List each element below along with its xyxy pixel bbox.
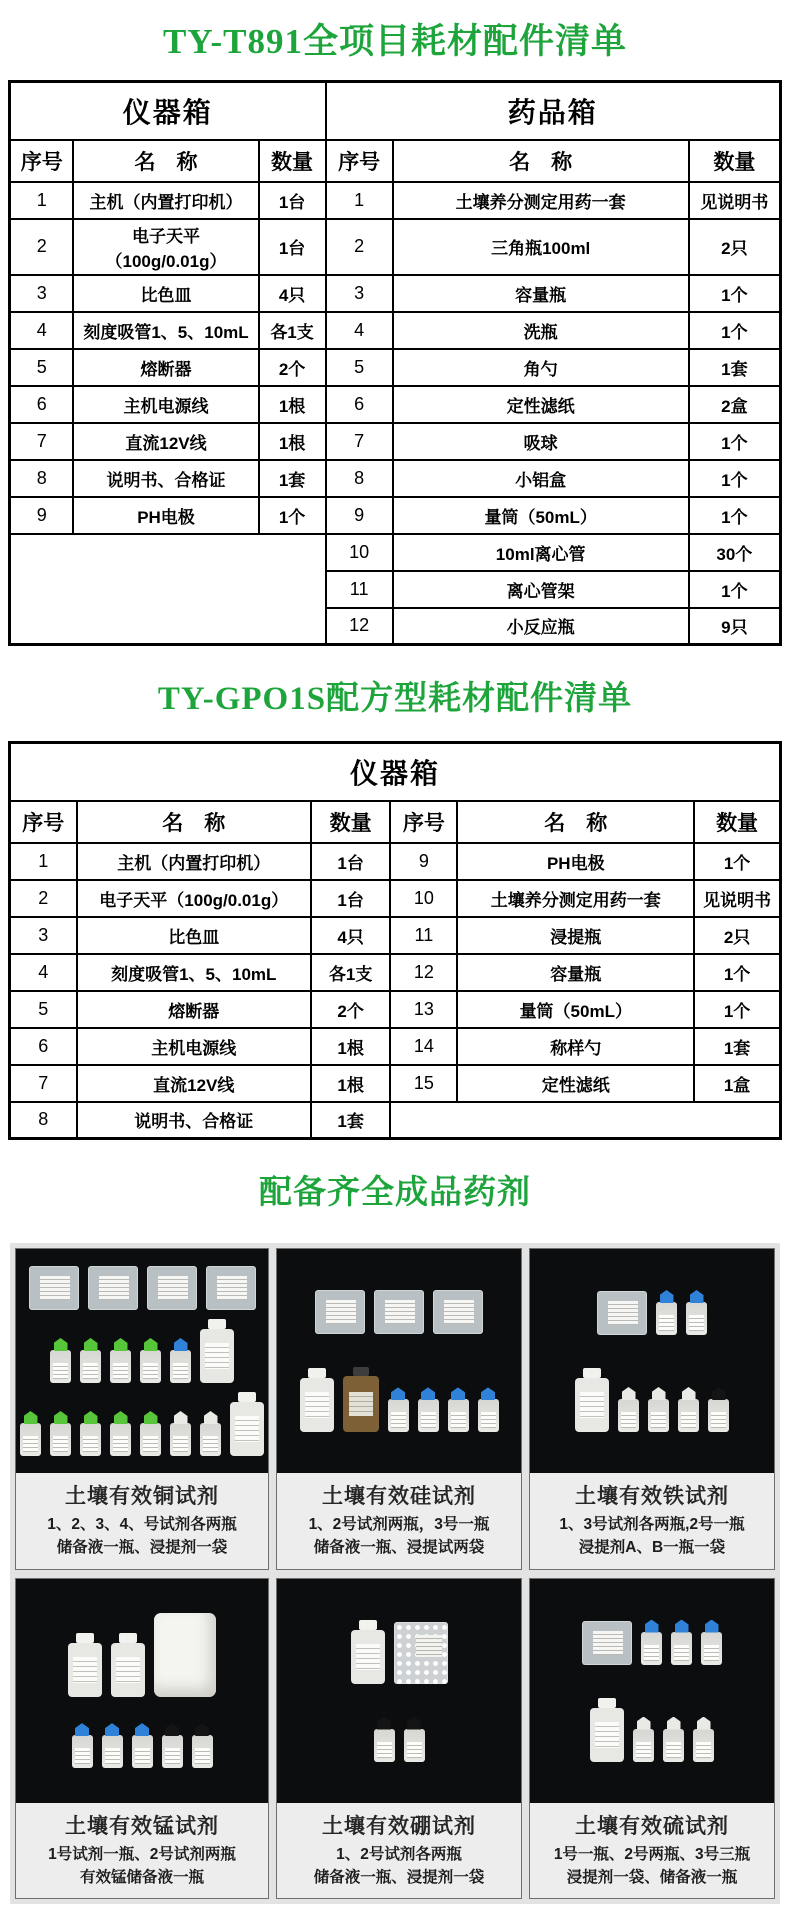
cell-name: 角勺 xyxy=(393,349,689,386)
table-row xyxy=(10,275,781,312)
drop-icon xyxy=(693,1729,714,1762)
cell-qty: 1套 xyxy=(689,349,781,386)
reagent-caption xyxy=(277,1803,521,1899)
cell-name: 洗瓶 xyxy=(393,312,689,349)
cell-qty: 1个 xyxy=(694,991,780,1028)
cell-qty: 1个 xyxy=(689,275,781,312)
cell-index: 6 xyxy=(10,386,74,423)
drop-icon xyxy=(192,1735,213,1768)
col-header-index: 序号 xyxy=(10,801,77,843)
drop-icon xyxy=(678,1399,699,1432)
pouch-icon xyxy=(154,1613,216,1697)
cell-name: 说明书、合格证 xyxy=(73,460,258,497)
cell-qty: 1个 xyxy=(259,497,326,534)
reagent-desc-line2: 储备液一瓶、浸提剂一袋 xyxy=(56,1539,228,1557)
jar-icon xyxy=(575,1378,609,1432)
drop-icon xyxy=(663,1729,684,1762)
cell-index: 5 xyxy=(326,349,393,386)
reagent-desc-line2: 储备液一瓶、浸提试两袋 xyxy=(313,1539,485,1557)
photo-row xyxy=(29,1266,256,1310)
cell-index: 8 xyxy=(10,460,74,497)
drop-icon xyxy=(102,1735,123,1768)
cell-index: 4 xyxy=(10,954,77,991)
cell-name: 主机电源线 xyxy=(73,386,258,423)
cell-name: 比色皿 xyxy=(73,275,258,312)
reagent-desc-line2: 有效锰储备液一瓶 xyxy=(79,1868,204,1886)
cell-index: 8 xyxy=(326,460,393,497)
empty-cell xyxy=(390,1102,780,1139)
jar-icon xyxy=(68,1643,102,1697)
reagent-desc-line2: 浸提剂A、B一瓶一袋 xyxy=(578,1539,726,1557)
table-row xyxy=(10,880,781,917)
col-header-qty: 数量 xyxy=(694,801,780,843)
cell-qty: 1根 xyxy=(311,1028,390,1065)
cell-index: 12 xyxy=(390,954,457,991)
cell-index: 7 xyxy=(10,1065,77,1102)
cell-index: 7 xyxy=(10,423,74,460)
table-row xyxy=(10,460,781,497)
cell-index: 1 xyxy=(326,182,393,219)
drop-icon xyxy=(170,1350,191,1383)
photo-row xyxy=(300,1366,499,1432)
empty-cell xyxy=(10,534,326,645)
amber-icon xyxy=(343,1376,379,1432)
cell-name: 容量瓶 xyxy=(393,275,689,312)
jar-icon xyxy=(300,1378,334,1432)
cell-name: 定性滤纸 xyxy=(457,1065,694,1102)
cell-index: 10 xyxy=(326,534,393,571)
table-row xyxy=(10,182,781,219)
reagent-title: 土壤有效铜试剂 xyxy=(65,1485,219,1508)
drop-icon xyxy=(72,1735,93,1768)
reagent-desc-line2: 储备液一瓶、浸提剂一袋 xyxy=(313,1868,485,1886)
cell-qty: 1个 xyxy=(694,954,780,991)
table-row xyxy=(10,1028,781,1065)
cell-name: 定性滤纸 xyxy=(393,386,689,423)
drop-icon xyxy=(162,1735,183,1768)
reagent-desc-line1: 1、2号试剂各两瓶 xyxy=(336,1845,462,1863)
cell-name: 电子天平（100g/0.01g） xyxy=(73,219,258,275)
cell-index: 14 xyxy=(390,1028,457,1065)
bag-icon xyxy=(597,1291,647,1335)
photo-row xyxy=(68,1613,216,1697)
cell-qty: 4只 xyxy=(311,917,390,954)
cell-qty: 1个 xyxy=(689,460,781,497)
drop-icon xyxy=(50,1350,71,1383)
cell-index: 1 xyxy=(10,182,74,219)
cell-qty: 1盒 xyxy=(694,1065,780,1102)
photo-row xyxy=(50,1319,234,1383)
col-header-index: 序号 xyxy=(326,140,393,182)
bag-icon xyxy=(147,1266,197,1310)
cell-name: 土壤养分测定用药一套 xyxy=(457,880,694,917)
drop-icon xyxy=(701,1632,722,1665)
table-row xyxy=(10,917,781,954)
drop-icon xyxy=(110,1350,131,1383)
cell-qty: 2个 xyxy=(259,349,326,386)
jar-icon xyxy=(230,1402,264,1456)
photo-row xyxy=(72,1723,213,1768)
bag-icon xyxy=(206,1266,256,1310)
cell-qty: 1个 xyxy=(694,843,780,880)
photo-row xyxy=(582,1620,722,1665)
cell-name: 三角瓶100ml xyxy=(393,219,689,275)
bag-icon xyxy=(433,1290,483,1334)
cell-qty: 各1支 xyxy=(311,954,390,991)
drop-icon xyxy=(200,1423,221,1456)
bag-icon xyxy=(374,1290,424,1334)
cell-qty: 1台 xyxy=(311,880,390,917)
reagent-photo xyxy=(277,1579,521,1803)
col-header-name: 名 称 xyxy=(77,801,311,843)
reagent-photo xyxy=(530,1579,774,1803)
col-header-qty: 数量 xyxy=(259,140,326,182)
cell-name: 10ml离心管 xyxy=(393,534,689,571)
drop-icon xyxy=(418,1399,439,1432)
reagent-card xyxy=(15,1248,269,1570)
reagent-title: 土壤有效硅试剂 xyxy=(322,1485,476,1508)
section2-title: TY-GPO1S配方型耗材配件清单 xyxy=(157,681,633,717)
col-header-qty: 数量 xyxy=(311,801,390,843)
table-ty-gpo1s xyxy=(8,741,782,1140)
drop-icon xyxy=(404,1729,425,1762)
cell-qty: 1台 xyxy=(311,843,390,880)
reagent-caption xyxy=(16,1473,268,1569)
photo-row xyxy=(590,1698,714,1762)
cell-index: 7 xyxy=(326,423,393,460)
drop-icon xyxy=(140,1423,161,1456)
jar-icon xyxy=(351,1630,385,1684)
cell-index: 6 xyxy=(326,386,393,423)
col-header-name: 名 称 xyxy=(73,140,258,182)
reagent-title: 土壤有效锰试剂 xyxy=(65,1814,219,1838)
reagent-title: 土壤有效硼试剂 xyxy=(322,1814,476,1838)
table-row xyxy=(10,497,781,534)
reagent-photo xyxy=(277,1249,521,1473)
cell-name: 直流12V线 xyxy=(73,423,258,460)
cell-qty: 1根 xyxy=(259,386,326,423)
cell-index: 9 xyxy=(10,497,74,534)
cell-name: 熔断器 xyxy=(77,991,311,1028)
col-header-qty: 数量 xyxy=(689,140,781,182)
cell-name: 离心管架 xyxy=(393,571,689,608)
cell-index: 4 xyxy=(326,312,393,349)
drop-icon xyxy=(50,1423,71,1456)
cell-name: 主机（内置打印机） xyxy=(77,843,311,880)
drop-icon xyxy=(80,1350,101,1383)
cell-index: 9 xyxy=(326,497,393,534)
jar-icon xyxy=(111,1643,145,1697)
beads-icon xyxy=(394,1622,448,1684)
cell-index: 15 xyxy=(390,1065,457,1102)
cell-index: 11 xyxy=(326,571,393,608)
cell-name: 刻度吸管1、5、10mL xyxy=(73,312,258,349)
table-row xyxy=(10,1102,781,1139)
reagent-card-grid xyxy=(10,1243,780,1904)
cell-qty: 各1支 xyxy=(259,312,326,349)
reagent-desc-line1: 1号一瓶、2号两瓶、3号三瓶 xyxy=(553,1845,751,1863)
reagent-caption xyxy=(16,1803,268,1899)
cell-qty: 1根 xyxy=(311,1065,390,1102)
cell-qty: 1套 xyxy=(694,1028,780,1065)
reagent-caption xyxy=(530,1803,774,1899)
drop-icon xyxy=(388,1399,409,1432)
cell-qty: 1台 xyxy=(259,182,326,219)
cell-index: 12 xyxy=(326,608,393,645)
cell-index: 6 xyxy=(10,1028,77,1065)
jar-icon xyxy=(590,1708,624,1762)
cell-index: 10 xyxy=(390,880,457,917)
cell-index: 2 xyxy=(326,219,393,275)
cell-name: 电子天平（100g/0.01g） xyxy=(77,880,311,917)
cell-qty: 2只 xyxy=(689,219,781,275)
cell-name: 说明书、合格证 xyxy=(77,1102,311,1139)
section3-title: 配备齐全成品药剂 xyxy=(259,1175,531,1211)
drop-icon xyxy=(110,1423,131,1456)
cell-index: 9 xyxy=(390,843,457,880)
cell-name: 称样勺 xyxy=(457,1028,694,1065)
table-row xyxy=(10,423,781,460)
table-row xyxy=(10,954,781,991)
cell-index: 3 xyxy=(326,275,393,312)
cell-qty: 2只 xyxy=(694,917,780,954)
section1-title: TY-T891全项目耗材配件清单 xyxy=(163,22,627,61)
cell-name: PH电极 xyxy=(457,843,694,880)
cell-name: 量筒（50mL） xyxy=(457,991,694,1028)
photo-row xyxy=(351,1620,448,1684)
drop-icon xyxy=(656,1302,677,1335)
group-header-instrument-box: 仪器箱 xyxy=(10,743,781,801)
cell-qty: 9只 xyxy=(689,608,781,645)
drop-icon xyxy=(708,1399,729,1432)
reagent-card xyxy=(529,1248,775,1570)
drop-icon xyxy=(633,1729,654,1762)
cell-qty: 1套 xyxy=(311,1102,390,1139)
cell-index: 11 xyxy=(390,917,457,954)
cell-qty: 2个 xyxy=(311,991,390,1028)
cell-index: 5 xyxy=(10,991,77,1028)
reagent-card xyxy=(529,1578,775,1900)
drop-icon xyxy=(648,1399,669,1432)
bag-icon xyxy=(315,1290,365,1334)
col-header-name: 名 称 xyxy=(457,801,694,843)
cell-name: 小反应瓶 xyxy=(393,608,689,645)
cell-name: 比色皿 xyxy=(77,917,311,954)
drop-icon xyxy=(170,1423,191,1456)
cell-qty: 1个 xyxy=(689,423,781,460)
table-ty-t891 xyxy=(8,80,782,646)
reagent-desc-line1: 1、2、3、4、号试剂各两瓶 xyxy=(47,1516,237,1533)
cell-qty: 1个 xyxy=(689,571,781,608)
reagent-caption xyxy=(277,1473,521,1569)
cell-qty: 30个 xyxy=(689,534,781,571)
reagent-card xyxy=(276,1248,522,1570)
cell-name: 小铝盒 xyxy=(393,460,689,497)
cell-qty: 2盒 xyxy=(689,386,781,423)
table-row xyxy=(10,991,781,1028)
table-row xyxy=(10,386,781,423)
photo-row xyxy=(20,1392,264,1456)
cell-index: 3 xyxy=(10,917,77,954)
col-header-name: 名 称 xyxy=(393,140,689,182)
drop-icon xyxy=(448,1399,469,1432)
cell-qty: 见说明书 xyxy=(689,182,781,219)
reagent-title: 土壤有效铁试剂 xyxy=(575,1485,729,1508)
reagent-desc-line1: 1号试剂一瓶、2号试剂两瓶 xyxy=(48,1845,236,1863)
group-header-instrument-box: 仪器箱 xyxy=(10,82,326,140)
reagent-card xyxy=(276,1578,522,1900)
reagent-desc-line1: 1、2号试剂两瓶，3号一瓶 xyxy=(308,1516,490,1533)
cell-index: 1 xyxy=(10,843,77,880)
cell-name: PH电极 xyxy=(73,497,258,534)
reagent-desc-line2: 浸提剂一袋、储备液一瓶 xyxy=(566,1868,738,1886)
cell-qty: 1台 xyxy=(259,219,326,275)
table-row xyxy=(10,219,781,275)
drop-icon xyxy=(20,1423,41,1456)
cell-name: 主机（内置打印机） xyxy=(73,182,258,219)
drop-icon xyxy=(478,1399,499,1432)
reagent-card xyxy=(15,1578,269,1900)
jar-icon xyxy=(200,1329,234,1383)
cell-qty: 见说明书 xyxy=(694,880,780,917)
cell-index: 8 xyxy=(10,1102,77,1139)
reagent-photo xyxy=(530,1249,774,1473)
cell-qty: 1个 xyxy=(689,497,781,534)
cell-name: 主机电源线 xyxy=(77,1028,311,1065)
table-row xyxy=(10,349,781,386)
drop-icon xyxy=(80,1423,101,1456)
reagent-photo xyxy=(16,1579,268,1803)
drop-icon xyxy=(618,1399,639,1432)
reagent-title: 土壤有效硫试剂 xyxy=(575,1814,729,1838)
reagent-photo xyxy=(16,1249,268,1473)
cell-name: 熔断器 xyxy=(73,349,258,386)
cell-qty: 1根 xyxy=(259,423,326,460)
photo-row xyxy=(597,1290,707,1335)
drop-icon xyxy=(671,1632,692,1665)
cell-index: 2 xyxy=(10,219,74,275)
cell-name: 刻度吸管1、5、10mL xyxy=(77,954,311,991)
drop-icon xyxy=(374,1729,395,1762)
cell-index: 2 xyxy=(10,880,77,917)
cell-index: 3 xyxy=(10,275,74,312)
table-row xyxy=(10,843,781,880)
bag-icon xyxy=(582,1621,632,1665)
photo-row xyxy=(374,1717,425,1762)
drop-icon xyxy=(140,1350,161,1383)
cell-name: 吸球 xyxy=(393,423,689,460)
cell-qty: 1个 xyxy=(689,312,781,349)
photo-row xyxy=(315,1290,483,1334)
cell-index: 5 xyxy=(10,349,74,386)
cell-name: 容量瓶 xyxy=(457,954,694,991)
bag-icon xyxy=(88,1266,138,1310)
col-header-index: 序号 xyxy=(390,801,457,843)
cell-name: 浸提瓶 xyxy=(457,917,694,954)
drop-icon xyxy=(641,1632,662,1665)
cell-name: 土壤养分测定用药一套 xyxy=(393,182,689,219)
reagent-desc-line1: 1、3号试剂各两瓶,2号一瓶 xyxy=(559,1516,745,1533)
cell-index: 13 xyxy=(390,991,457,1028)
table-row xyxy=(10,312,781,349)
reagent-caption xyxy=(530,1473,774,1569)
table-row xyxy=(10,1065,781,1102)
col-header-index: 序号 xyxy=(10,140,74,182)
cell-qty: 1套 xyxy=(259,460,326,497)
bag-icon xyxy=(29,1266,79,1310)
drop-icon xyxy=(132,1735,153,1768)
cell-qty: 4只 xyxy=(259,275,326,312)
cell-index: 4 xyxy=(10,312,74,349)
drop-icon xyxy=(686,1302,707,1335)
photo-row xyxy=(575,1368,729,1432)
cell-name: 量筒（50mL） xyxy=(393,497,689,534)
cell-name: 直流12V线 xyxy=(77,1065,311,1102)
group-header-medicine-box: 药品箱 xyxy=(326,82,781,140)
table-row xyxy=(10,534,781,571)
